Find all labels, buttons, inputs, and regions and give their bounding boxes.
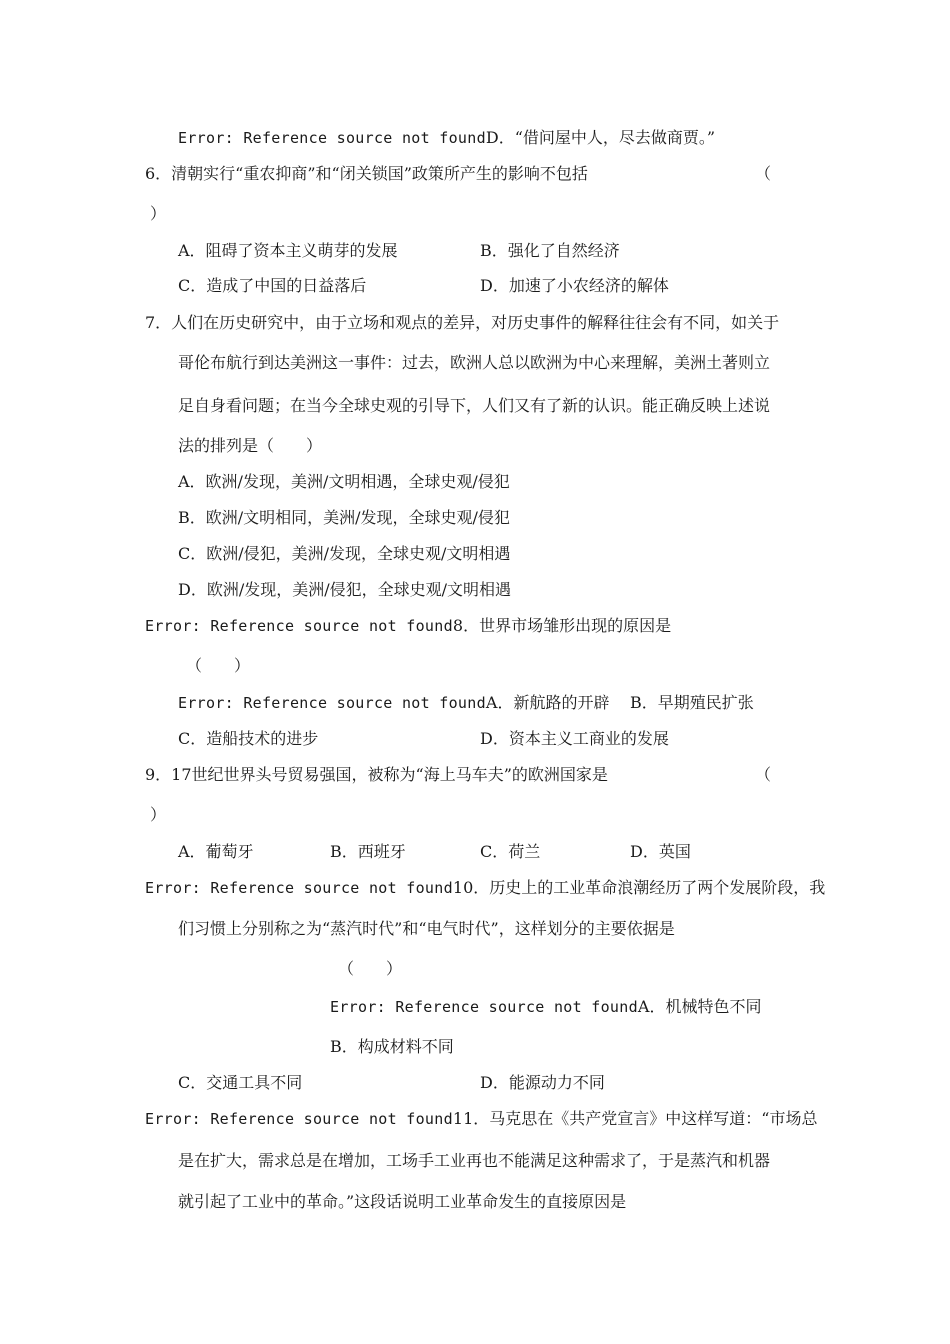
question-7-option-d: D．欧洲/发现，美洲/侵犯，全球史观/文明相遇 [178, 580, 512, 599]
question-9-stem: 9．17世纪世界头号贸易强国，被称为“海上马车夫”的欧洲国家是 [145, 765, 608, 784]
answer-paren: （ ） [186, 656, 251, 675]
answer-paren: （ ） [338, 959, 403, 978]
question-10-option-a [330, 997, 761, 1017]
question-8-option-b: B．早期殖民扩张 [630, 693, 754, 712]
error-reference: Error: Reference source not found [178, 129, 486, 147]
error-reference: Error: Reference source not found [330, 998, 638, 1016]
question-text: 11．马克思在《共产党宣言》中这样写道：“市场总 [452, 1109, 818, 1128]
option-text: A．机械特色不同 [637, 997, 762, 1016]
question-8-option-c: C．造船技术的进步 [178, 729, 319, 748]
question-7-option-a: A．欧洲/发现，美洲/文明相遇，全球史观/侵犯 [178, 472, 510, 491]
question-10-stem-line-1 [145, 878, 825, 898]
question-7-stem-line-3: 足自身看问题；在当今全球史观的引导下，人们又有了新的认识。能正确反映上述说 [178, 396, 771, 415]
question-11-stem-line-3: 就引起了工业中的革命。”这段话说明工业革命发生的直接原因是 [178, 1192, 627, 1211]
question-9-option-d: D．英国 [630, 842, 691, 861]
question-6-option-d: D．加速了小农经济的解体 [480, 276, 669, 295]
question-10-stem-line-2: 们习惯上分别称之为“蒸汽时代”和“电气时代”，这样划分的主要依据是 [178, 919, 675, 938]
question-6-option-b: B．强化了自然经济 [480, 241, 620, 260]
question-8-stem [145, 616, 671, 636]
question-text: 10．历史上的工业革命浪潮经历了两个发展阶段，我 [452, 878, 826, 897]
option-text: A．新航路的开辟 [485, 693, 610, 712]
question-9-option-c: C．荷兰 [480, 842, 541, 861]
error-reference: Error: Reference source not found [145, 617, 453, 635]
question-9-option-a: A．葡萄牙 [178, 842, 254, 861]
error-reference: Error: Reference source not found [178, 694, 486, 712]
question-11-stem-line-1 [145, 1109, 817, 1129]
question-6-stem: 6．清朝实行“重农抑商”和“闭关锁国”政策所产生的影响不包括 [145, 164, 588, 183]
answer-paren-close: ） [150, 805, 167, 824]
question-6-option-c: C．造成了中国的日益落后 [178, 276, 367, 295]
question-text: 8．世界市场雏形出现的原因是 [452, 616, 672, 635]
answer-paren-open: （ [755, 164, 772, 183]
question-7-stem-line-4: 法的排列是（ ） [178, 436, 323, 455]
question-9-option-b: B．西班牙 [330, 842, 406, 861]
option-text: D．“借问屋中人，尽去做商贾。” [485, 128, 716, 147]
answer-paren-open: （ [755, 765, 772, 784]
question-10-option-c: C．交通工具不同 [178, 1073, 303, 1092]
question-6-option-a: A．阻碍了资本主义萌芽的发展 [178, 241, 398, 260]
question-7-stem-line-1: 7．人们在历史研究中，由于立场和观点的差异，对历史事件的解释往往会有不同，如关于 [145, 313, 780, 332]
option-line [178, 128, 715, 148]
question-10-option-d: D．能源动力不同 [480, 1073, 605, 1092]
question-7-stem-line-2: 哥伦布航行到达美洲这一事件：过去，欧洲人总以欧洲为中心来理解，美洲土著则立 [178, 353, 771, 372]
question-11-stem-line-2: 是在扩大，需求总是在增加，工场手工业再也不能满足这种需求了，于是蒸汽和机器 [178, 1151, 771, 1170]
question-8-option-d: D．资本主义工商业的发展 [480, 729, 669, 748]
error-reference: Error: Reference source not found [145, 1110, 453, 1128]
question-8-option-a [178, 693, 609, 713]
question-10-option-b: B．构成材料不同 [330, 1037, 454, 1056]
error-reference: Error: Reference source not found [145, 879, 453, 897]
answer-paren-close: ） [150, 204, 167, 223]
question-7-option-b: B．欧洲/文明相同，美洲/发现，全球史观/侵犯 [178, 508, 510, 527]
question-7-option-c: C．欧洲/侵犯，美洲/发现，全球史观/文明相遇 [178, 544, 511, 563]
